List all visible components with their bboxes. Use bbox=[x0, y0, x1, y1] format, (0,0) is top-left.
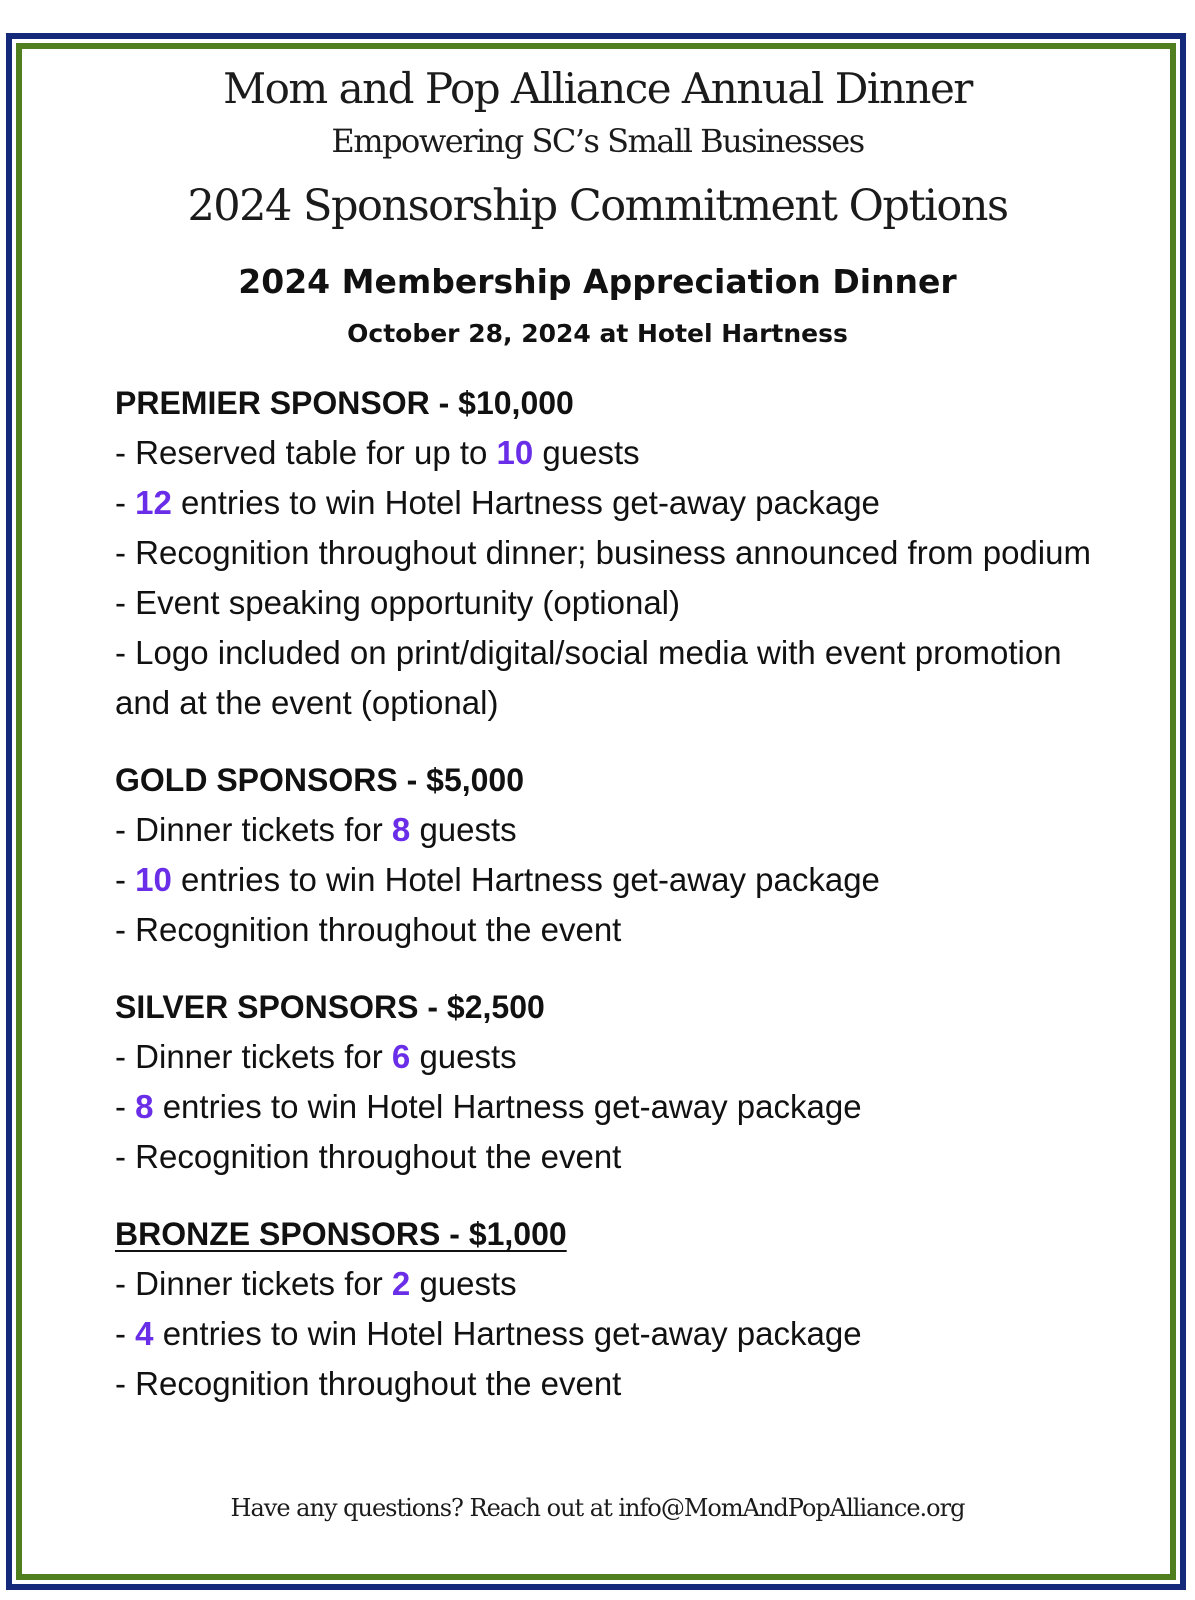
tier-heading: GOLD SPONSORS - $5,000 bbox=[115, 762, 525, 798]
benefit-line: - 12 entries to win Hotel Hartness get-away package bbox=[115, 484, 880, 521]
benefit-line: - Recognition throughout the event bbox=[115, 1365, 622, 1402]
tier-heading: SILVER SPONSORS - $2,500 bbox=[115, 989, 545, 1025]
benefit-line: - 4 entries to win Hotel Hartness get-away package bbox=[115, 1315, 862, 1352]
tier-bronze bbox=[115, 1209, 1095, 1409]
highlight-number: 12 bbox=[135, 484, 172, 521]
sponsor-tiers bbox=[115, 378, 1095, 1436]
highlight-number: 10 bbox=[496, 434, 534, 471]
highlight-number: 8 bbox=[391, 811, 411, 848]
benefit-line: - Dinner tickets for 8 guests bbox=[115, 811, 517, 848]
highlight-number: 6 bbox=[391, 1038, 411, 1075]
highlight-number: 8 bbox=[135, 1088, 154, 1125]
benefit-line: - Logo included on print/digital/social media with event promotion and at the event (optional) bbox=[115, 634, 1062, 721]
highlight-number: 2 bbox=[391, 1265, 411, 1302]
tier-heading: PREMIER SPONSOR - $10,000 bbox=[115, 385, 574, 421]
benefit-line: - 8 entries to win Hotel Hartness get-away package bbox=[115, 1088, 862, 1125]
benefit-line: - Recognition throughout the event bbox=[115, 1138, 622, 1175]
tier-gold bbox=[115, 755, 1095, 955]
contact-footer: Have any questions? Reach out at info@MomAndPopAlliance.org bbox=[230, 1494, 965, 1522]
options-heading: 2024 Sponsorship Commitment Options bbox=[187, 181, 1008, 231]
event-date: October 28, 2024 at Hotel Hartness bbox=[347, 319, 848, 348]
page-title: Mom and Pop Alliance Annual Dinner bbox=[223, 64, 972, 113]
tier-premier bbox=[115, 378, 1095, 728]
benefit-line: - Recognition throughout dinner; business announced from podium bbox=[115, 534, 1091, 571]
event-title: 2024 Membership Appreciation Dinner bbox=[238, 262, 957, 301]
tier-heading: BRONZE SPONSORS - $1,000 bbox=[115, 1216, 567, 1252]
page-subtitle: Empowering SC’s Small Businesses bbox=[331, 122, 864, 160]
highlight-number: 4 bbox=[135, 1315, 154, 1352]
benefit-line: - 10 entries to win Hotel Hartness get-away package bbox=[115, 861, 880, 898]
benefit-line: - Reserved table for up to 10 guests bbox=[115, 434, 640, 471]
benefit-line: - Recognition throughout the event bbox=[115, 911, 622, 948]
benefit-line: - Event speaking opportunity (optional) bbox=[115, 584, 680, 621]
highlight-number: 10 bbox=[135, 861, 172, 898]
tier-silver bbox=[115, 982, 1095, 1182]
benefit-line: - Dinner tickets for 2 guests bbox=[115, 1265, 517, 1302]
benefit-line: - Dinner tickets for 6 guests bbox=[115, 1038, 517, 1075]
